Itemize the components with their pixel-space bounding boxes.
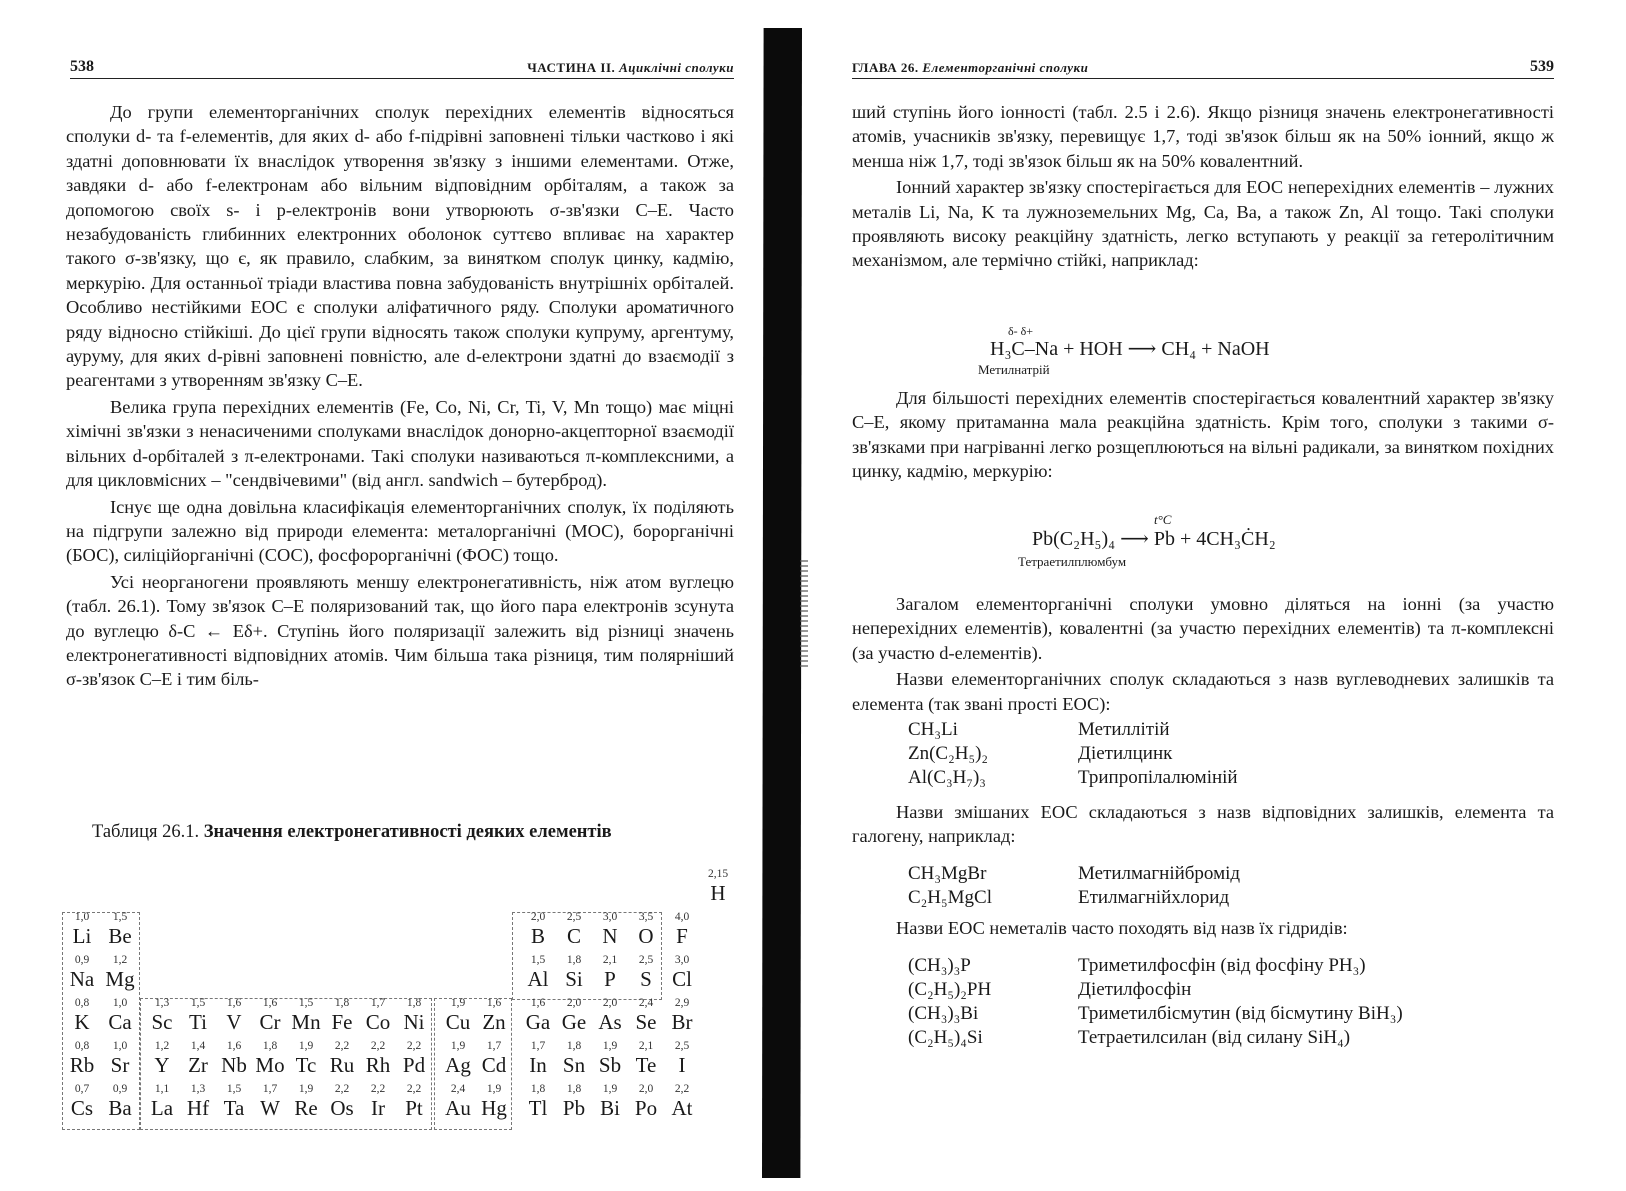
element-symbol: C [566,924,581,948]
electronegativity-value: 1,8 [566,1040,582,1052]
element-symbol: K [74,1010,90,1034]
element-cell [288,1040,324,1080]
compound-row [908,742,1508,766]
electronegativity-table [64,868,732,1128]
right-page-number: 539 [1530,58,1554,75]
electronegativity-value: 1,2 [154,1040,170,1052]
element-symbol: Cu [445,1010,471,1034]
element-cell [592,1083,628,1123]
left-running-head [70,56,734,79]
element-cell [700,868,736,908]
element-cell [102,911,138,951]
element-symbol: As [598,1010,622,1034]
electronegativity-value: 1,7 [370,997,386,1009]
element-symbol: Ca [108,1010,132,1034]
element-cell [664,1040,700,1080]
electronegativity-value: 1,5 [190,997,206,1009]
electronegativity-value: 1,7 [262,1083,278,1095]
element-cell [556,1083,592,1123]
equation-caption: Тетраетилплюмбум [1018,554,1127,569]
electronegativity-value: 2,2 [406,1083,422,1095]
element-cell [396,1040,432,1080]
element-cell [216,997,252,1037]
partial-charges: δ- δ+ [1008,324,1034,338]
electronegativity-value: 1,2 [112,954,128,966]
element-cell [360,1083,396,1123]
element-symbol: P [604,967,616,991]
element-cell [216,1040,252,1080]
element-cell [628,911,664,951]
paragraph: Для більшості перехідних елементів спостерігається ковалентний характер зв'язку C–E, якому притаманна мала реакційна здатність. Крім того, сполуки з такими σ-зв'язками при нагріванні легко розщеплюються на вільні радикали, за винятком похідних цинку, кадмію, меркурію: [852,388,1554,482]
element-cell [360,997,396,1037]
element-symbol: Y [154,1053,170,1077]
element-cell [556,954,592,994]
element-symbol: Ga [525,1010,551,1034]
electronegativity-value: 1,5 [226,1083,242,1095]
electronegativity-value: 2,0 [638,1083,654,1095]
element-cell [664,911,700,951]
element-cell [64,911,100,951]
element-symbol: Sb [598,1053,622,1077]
electronegativity-value: 2,2 [674,1083,690,1095]
element-symbol: Cl [672,967,692,991]
element-cell [144,997,180,1037]
electronegativity-value: 2,9 [674,997,690,1009]
element-symbol: Tc [295,1053,317,1077]
compound-row [908,766,1508,790]
element-symbol: Tl [528,1096,548,1120]
electronegativity-value: 1,8 [406,997,422,1009]
compound-name: Триметилфосфін (від фосфіну PH₃) [1078,955,1366,976]
element-cell [520,1083,556,1123]
compound-name: Діетилцинк [1078,743,1173,764]
names-list-simple [908,718,1508,790]
element-symbol: Mn [291,1010,321,1034]
electronegativity-value: 3,5 [638,911,654,923]
element-cell [440,997,476,1037]
element-cell [592,954,628,994]
element-symbol: Ge [561,1010,587,1034]
electronegativity-value: 2,4 [450,1083,466,1095]
element-cell [556,911,592,951]
electronegativity-value: 1,8 [566,1083,582,1095]
electronegativity-value: 2,5 [566,911,582,923]
element-cell [324,1083,360,1123]
element-symbol: La [150,1096,174,1120]
electronegativity-value: 1,8 [262,1040,278,1052]
compound-name: Метилмагнійбромід [1078,863,1241,884]
paragraph: Велика група перехідних елементів (Fe, Co, Ni, Cr, Ti, V, Mn тощо) має міцні хімічні зв'язки з ненасиченими сполуками внаслідок донорно-акцепторної взаємодії вільних d-орбіталей з π-електронами. Такі сполуки називаються π-комплексними, а для цикловмісних – "сендвічевими" (від англ. sandwich – бутерброд). [66,396,734,491]
electronegativity-value: 1,7 [486,1040,502,1052]
element-symbol: Cd [481,1053,507,1077]
electronegativity-value: 2,2 [370,1083,386,1095]
electronegativity-value: 2,5 [674,1040,690,1052]
element-symbol: Al [527,967,549,991]
element-cell [252,997,288,1037]
element-symbol: Rb [69,1053,95,1077]
paragraph: Назви ЕОС неметалів часто походять від назв їх гідридів: [896,918,1348,938]
paragraph: Іонний характер зв'язку спостерігається для ЕОС неперехідних елементів – лужних металів Li, Na, K та лужноземельних Mg, Ca, Ba, а також Zn, Al тощо. Такі сполуки проявляють високу реакційну здатність, легко вступають у реакції за гетеролітичним механізмом, але термічно стійкі, наприклад: [852,177,1554,271]
compound-row [908,954,1548,978]
compound-row [908,862,1508,886]
electronegativity-value: 0,8 [74,997,90,1009]
table-caption: Таблиця 26.1. Значення електронегативності деяких елементів [92,822,612,842]
element-cell [592,911,628,951]
element-cell [64,1040,100,1080]
right-body-text-5 [852,916,1554,942]
electronegativity-value: 0,9 [74,954,90,966]
element-cell [64,954,100,994]
element-symbol: Se [635,1010,657,1034]
electronegativity-value: 1,9 [298,1083,314,1095]
left-head-title: ЧАСТИНА II. Ациклічні сполуки [527,60,734,75]
element-symbol: Ba [108,1096,132,1120]
right-head-title: ГЛАВА 26. Елементорганічні сполуки [852,60,1089,75]
compound-row [908,886,1508,910]
electronegativity-value: 1,8 [334,997,350,1009]
electronegativity-value: 2,4 [638,997,654,1009]
electronegativity-value: 2,2 [370,1040,386,1052]
electronegativity-value: 3,0 [674,954,690,966]
element-symbol: Ru [329,1053,355,1077]
element-symbol: Re [294,1096,318,1120]
element-cell [628,1040,664,1080]
compound-formula: (CH₃)₃P [908,955,971,976]
element-symbol: Cs [70,1096,94,1120]
electronegativity-value: 1,8 [566,954,582,966]
element-symbol: In [529,1053,547,1077]
equation-text: Pb(C₂H₅)₄ ⟶ Pb + 4CH₃ĊH₂ [1032,528,1276,550]
electronegativity-value: 1,0 [112,997,128,1009]
right-page [800,0,1626,1191]
element-symbol: Br [671,1010,693,1034]
electronegativity-value: 1,9 [298,1040,314,1052]
paragraph: ший ступінь його іонності (табл. 2.5 і 2.6). Якщо різниця значень електронегативності атомів, учасників зв'язку, перевищує 1,7, тоді зв'язок більш як на 50% іонний, якщо ж менша ніж 1,7, тоді зв'язок більш як на 50% ковалентний. [852,102,1554,171]
element-cell [476,997,512,1037]
element-symbol: Ir [371,1096,385,1120]
paragraph: Загалом елементорганічні сполуки умовно діляться на іонні (за участю неперехідних елементів), ковалентні (за участю перехідних елементів) та π-комплексні (за участю d-елементів). [852,594,1554,663]
element-symbol: Mg [105,967,135,991]
element-symbol: Ti [189,1010,207,1034]
compound-formula: Al(C₃H₇)₃ [908,767,986,788]
electronegativity-value: 2,0 [602,997,618,1009]
equation-tetraetylplumbum [1018,512,1276,569]
element-cell [102,997,138,1037]
paragraph: Усі неорганогени проявляють меншу електронегативність, ніж атом вуглецю (табл. 26.1). Тому зв'язок C–E поляризований так, що його пара електронів зсунута до вуглецю δ-C ← Eδ+. Ступінь його поляризації залежить від різниці значень електронегативності відповідних атомів. Чим більша така різниця, тим полярніший σ-зв'язок C–E і тим біль- [66,571,734,690]
electronegativity-value: 0,9 [112,1083,128,1095]
electronegativity-value: 1,6 [226,1040,242,1052]
electronegativity-value: 1,7 [530,1040,546,1052]
electronegativity-value: 0,8 [74,1040,90,1052]
element-symbol: At [671,1096,693,1120]
electronegativity-value: 2,1 [638,1040,654,1052]
paragraph: До групи елементорганічних сполук перехідних елементів відносяться сполуки d- та f-елементів, для яких d- або f-підрівні заповнені тільки частково і які здатні доповнювати їх внаслідок утворення зв'язку з іншими елементами. Отже, завдяки d- або f-електронам або вільним відповідним орбіталям, а також за допомогою своїх s- і p-електронів вони утворюють σ-зв'язки C–E. Часто незабудованість глибинних електронних оболонок суттєво впливає на характер такого σ-зв'язку, що є, як правило, слабким, за винятком сполук цинку, кадмію, меркурію. Для останньої тріади властива повна забудованість внутрішніх орбіталей. Особливо нестійкими ЕОС є сполуки аліфатичного ряду. Сполуки ароматичного ряду відносно стійкіші. До цієї групи відносять також сполуки купруму, аргентуму, ауруму, для яких d-рівні заповнені повністю, але d-електрони здатні до взаємодії з реагентами з утворенням зв'язку C–E. [66,102,734,391]
names-list-mixed [908,862,1508,910]
element-symbol: Os [330,1096,354,1120]
electronegativity-value: 4,0 [674,911,690,923]
electronegativity-value: 1,6 [530,997,546,1009]
element-symbol: Rh [365,1053,391,1077]
element-symbol: Si [565,967,583,991]
compound-row [908,978,1548,1002]
compound-name: Діетилфосфін [1078,979,1192,1000]
element-cell [556,1040,592,1080]
compound-row [908,1002,1548,1026]
element-cell [324,997,360,1037]
element-cell [396,1083,432,1123]
element-cell [288,1083,324,1123]
element-cell [252,1083,288,1123]
electronegativity-value: 2,0 [566,997,582,1009]
element-cell [664,954,700,994]
element-symbol: Cr [259,1010,281,1034]
compound-name: Етилмагнійхлорид [1078,887,1230,908]
element-cell [102,954,138,994]
paragraph: Існує ще одна довільна класифікація елементорганічних сполук, їх поділяють на підгрупи залежно від природи елемента: металорганічні (МОС), борорганічні (БОС), силіційорганічні (СОС), фосфорорганічні (ФОС) тощо. [66,496,734,566]
element-cell [664,1083,700,1123]
electronegativity-value: 1,8 [530,1083,546,1095]
element-symbol: H [710,881,726,905]
element-cell [520,954,556,994]
element-symbol: Zn [482,1010,506,1034]
element-cell [592,1040,628,1080]
element-cell [628,954,664,994]
element-cell [440,1083,476,1123]
element-symbol: V [226,1010,242,1034]
right-body-text-2 [852,386,1554,486]
electronegativity-value: 1,9 [602,1083,618,1095]
element-symbol: Sr [110,1053,130,1077]
element-cell [216,1083,252,1123]
element-cell [64,997,100,1037]
element-symbol: B [530,924,545,948]
element-cell [628,1083,664,1123]
left-body-text [66,100,734,694]
element-symbol: Hg [481,1096,507,1120]
element-cell [520,997,556,1037]
element-cell [102,1083,138,1123]
element-symbol: N [602,924,618,948]
compound-name: Триметилбісмутин (від бісмутину BiH₃) [1078,1003,1403,1024]
element-symbol: Hf [186,1096,210,1120]
element-symbol: Sn [562,1053,586,1077]
electronegativity-value: 2,1 [602,954,618,966]
left-page [0,0,760,1191]
element-cell [180,1040,216,1080]
electronegativity-value: 1,4 [190,1040,206,1052]
element-cell [396,997,432,1037]
element-cell [102,1040,138,1080]
compound-formula: (CH₃)₃Bi [908,1003,979,1024]
element-symbol: Pd [402,1053,426,1077]
element-cell [592,997,628,1037]
element-cell [476,1040,512,1080]
compound-name: Метиллітій [1078,719,1170,740]
element-cell [144,1040,180,1080]
element-symbol: Be [108,924,132,948]
electronegativity-value: 1,9 [602,1040,618,1052]
compound-row [908,718,1508,742]
paragraph: Назви змішаних ЕОС складаються з назв відповідних залишків, елемента та галогену, наприклад: [852,802,1554,847]
element-symbol: Sc [151,1010,173,1034]
compound-name: Тетраетилсилан (від силану SiH₄) [1078,1027,1351,1048]
element-symbol: Li [72,924,92,948]
element-symbol: W [260,1096,280,1120]
element-cell [440,1040,476,1080]
element-cell [324,1040,360,1080]
electronegativity-value: 1,5 [530,954,546,966]
electronegativity-value: 3,0 [602,911,618,923]
right-body-text-1 [852,100,1554,275]
equation-caption: Метилнатрій [978,362,1050,377]
element-symbol: S [640,967,652,991]
book-gutter [762,28,802,1178]
element-symbol: Co [365,1010,391,1034]
electronegativity-value: 2,0 [530,911,546,923]
element-cell [520,911,556,951]
electronegativity-value: 1,0 [74,911,90,923]
equation-text: H₃C–Na + HOH ⟶ CH₄ + NaOH [990,338,1270,360]
compound-formula: C₂H₅MgCl [908,887,992,908]
element-cell [180,997,216,1037]
right-body-text-4 [852,800,1554,851]
element-symbol: O [638,924,654,948]
equation-metilnatrij [978,324,1270,377]
element-symbol: Pt [405,1096,423,1120]
electronegativity-value: 2,15 [707,868,729,880]
reaction-condition: t°C [1154,512,1172,527]
element-symbol: Ta [223,1096,245,1120]
element-symbol: Ni [403,1010,425,1034]
element-cell [664,997,700,1037]
element-cell [64,1083,100,1123]
element-symbol: Fe [331,1010,353,1034]
electronegativity-value: 1,6 [262,997,278,1009]
names-list-nonmetals [908,954,1548,1050]
element-cell [252,1040,288,1080]
element-symbol: I [678,1053,686,1077]
electronegativity-value: 1,5 [112,911,128,923]
right-body-text-3 [852,592,1554,718]
electronegativity-value: 1,9 [450,1040,466,1052]
electronegativity-value: 1,6 [226,997,242,1009]
element-symbol: Te [635,1053,657,1077]
element-symbol: F [676,924,688,948]
electronegativity-value: 1,3 [154,997,170,1009]
element-cell [144,1083,180,1123]
electronegativity-value: 1,3 [190,1083,206,1095]
electronegativity-value: 1,1 [154,1083,170,1095]
paragraph: Назви елементорганічних сполук складаються з назв вуглеводневих залишків та елемента (так звані прості ЕОС): [852,669,1554,714]
element-cell [476,1083,512,1123]
element-symbol: Bi [600,1096,620,1120]
electronegativity-value: 1,0 [112,1040,128,1052]
element-cell [288,997,324,1037]
element-symbol: Nb [221,1053,247,1077]
electronegativity-value: 2,5 [638,954,654,966]
element-symbol: Na [69,967,95,991]
electronegativity-value: 1,6 [486,997,502,1009]
element-symbol: Au [445,1096,471,1120]
electronegativity-value: 0,7 [74,1083,90,1095]
compound-formula: CH₃Li [908,719,958,740]
element-symbol: Po [634,1096,658,1120]
left-page-number: 538 [70,58,94,75]
element-symbol: Ag [445,1053,471,1077]
element-symbol: Zr [188,1053,208,1077]
element-cell [628,997,664,1037]
electronegativity-value: 1,9 [450,997,466,1009]
compound-name: Трипропілалюміній [1078,767,1238,788]
element-symbol: Mo [255,1053,285,1077]
element-cell [360,1040,396,1080]
electronegativity-value: 2,2 [334,1040,350,1052]
element-cell [180,1083,216,1123]
compound-formula: (C₂H₅)₄Si [908,1027,983,1048]
electronegativity-value: 1,5 [298,997,314,1009]
compound-row [908,1026,1548,1050]
electronegativity-value: 2,2 [334,1083,350,1095]
compound-formula: CH₃MgBr [908,863,987,884]
element-symbol: Pb [562,1096,586,1120]
right-running-head [852,56,1554,79]
compound-formula: Zn(C₂H₅)₂ [908,743,989,764]
compound-formula: (C₂H₅)₂PH [908,979,992,1000]
electronegativity-value: 2,2 [406,1040,422,1052]
element-cell [556,997,592,1037]
element-cell [520,1040,556,1080]
electronegativity-value: 1,9 [486,1083,502,1095]
